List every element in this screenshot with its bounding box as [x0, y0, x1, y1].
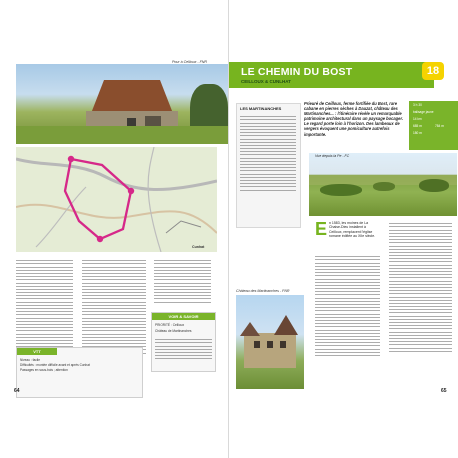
difficulty-box [16, 347, 143, 398]
route-intro: Prieuré de Ceilloux, ferme fortifiée du Bost, rare cabane en pierres sèches à Dauzat, château des Martinanches... : l'itinéraire révèle un remarquable patrimoine architectural dans un paysage bocager. Le regard porte loin à l'horizon. Des lambeaux de vergers évoquent une pomiculture autrefois importante. [304, 101, 403, 137]
left-text-column-2 [82, 258, 146, 356]
stat-duration: 3 h 30 [413, 103, 422, 107]
route-number-badge: 18 [422, 62, 444, 80]
stat-balisage: balisage jaune [413, 110, 434, 114]
chateau-photo-caption: Château des Martinanches - FNR [236, 289, 290, 293]
stat-alt-max: 784 m [435, 124, 444, 128]
right-page-number: 65 [441, 388, 447, 394]
route-subtitle: CEILLOUX & CUNLHAT [241, 79, 291, 84]
martinanches-sidebar [236, 103, 301, 228]
left-page-number: 64 [14, 388, 20, 394]
landscape-photo [309, 153, 457, 216]
route-title: LE CHEMIN DU BOST [241, 66, 353, 78]
stats-box [409, 101, 458, 150]
difficulty-title: VTT [17, 348, 57, 355]
right-page [229, 0, 458, 458]
difficulty-text: Difficultés : montée difficile avant et après Cunhat [20, 363, 90, 367]
voir-savoir-box [151, 312, 216, 372]
route-map [16, 147, 217, 252]
farmhouse-photo [16, 64, 228, 144]
right-text-start: n 1583, les moines de La Chaise-Dieu installent à Ceilloux, remplacent l'église romane édifiée au XIIe siècle. [329, 221, 376, 239]
map-label-cunhat: Cunhat [192, 245, 205, 249]
drop-cap: E [315, 219, 328, 239]
left-text-column-3 [154, 258, 211, 305]
voir-savoir-line1: PRIORITÉ : Cellioux [155, 323, 185, 327]
stat-distance: 14 km [413, 117, 422, 121]
chateau-photo [236, 295, 304, 389]
difficulty-level: Niveau : facile [20, 358, 41, 362]
route-map-graphic [16, 147, 217, 252]
voir-savoir-line2: Château de Martinanches [155, 329, 192, 333]
stat-elevation: 180 m [413, 131, 422, 135]
voir-savoir-title: VOIR & SAVOIR [152, 313, 215, 320]
right-text-column-2 [389, 221, 452, 354]
left-text-column-1 [16, 258, 73, 359]
landscape-photo-caption: Vue depuis la Pe - FC [315, 154, 350, 158]
right-text-column-1 [315, 254, 380, 358]
stat-alt-min: 685 m [413, 124, 422, 128]
difficulty-note: Passages en sous-bois ; attention [20, 368, 68, 372]
martinanches-title: LES MARTINANCHES [240, 106, 282, 111]
left-photo-caption: Pour à Cellioux - FNR [172, 60, 207, 64]
